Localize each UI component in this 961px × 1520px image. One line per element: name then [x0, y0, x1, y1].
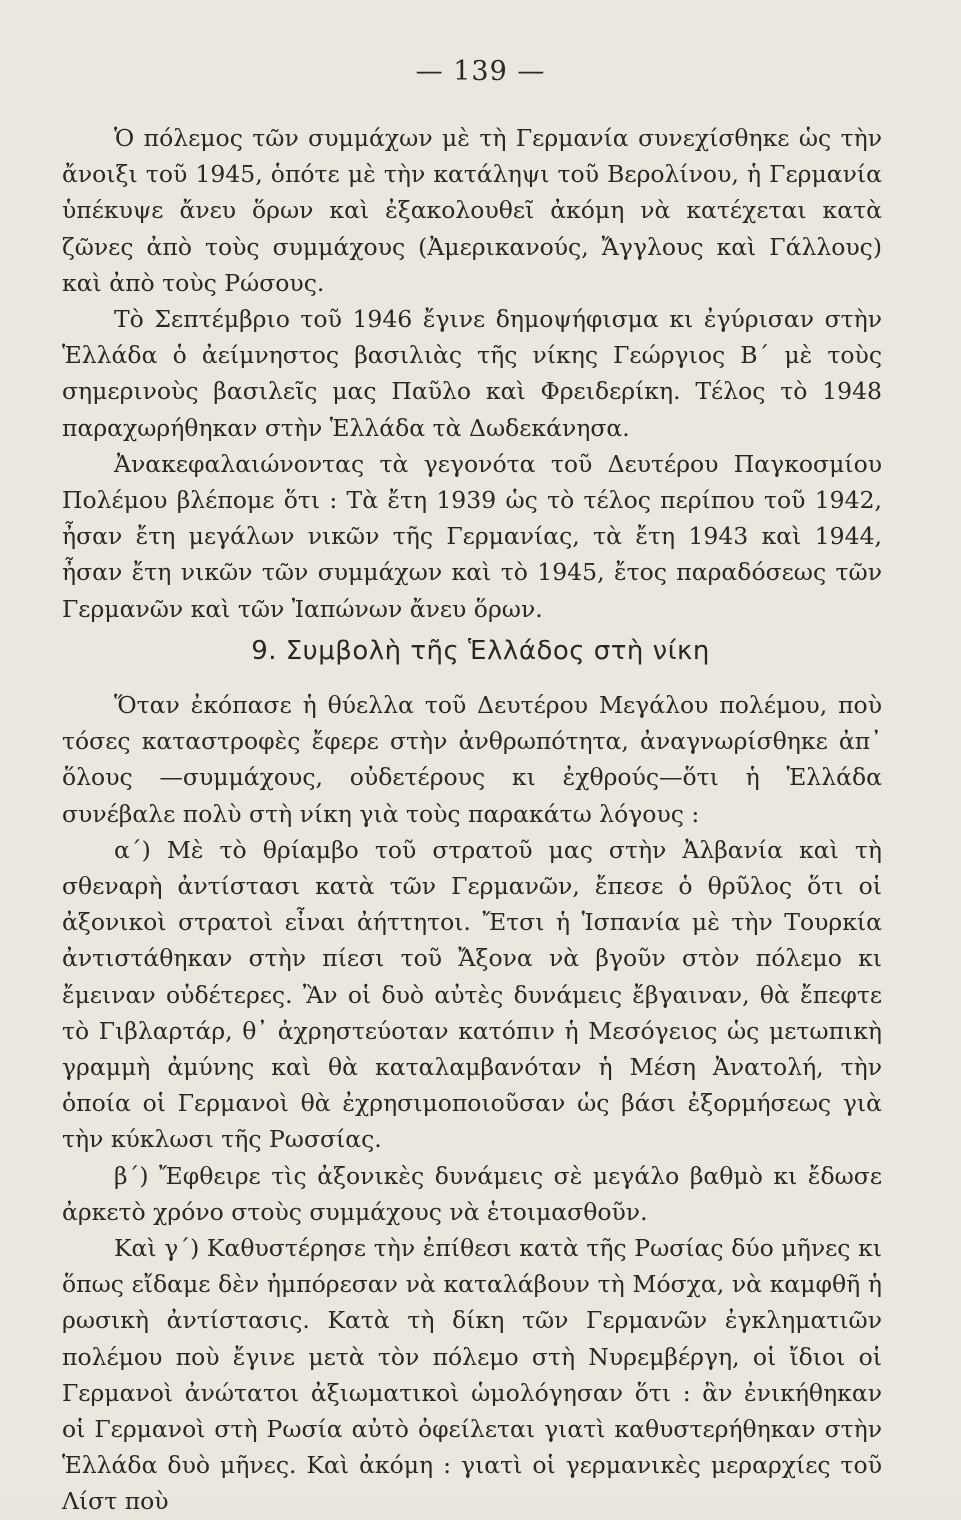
paragraph: Ἀνακεφαλαιώνοντας τὰ γεγονότα τοῦ Δευτέρου Παγκοσμίου Πολέμου βλέπομε ὅτι : Τὰ ἔτη 1939 ὡς τὸ τέλος περίπου τοῦ 1942, ἦσαν ἔτη μεγάλων νικῶν τῆς Γερμανίας, τὰ ἔτη 1943 καὶ 1944, ἦσαν ἔτη νικῶν τῶν συμμάχων καὶ τὸ 1945, ἔτος παραδόσεως τῶν Γερμανῶν καὶ τῶν Ἰαπώνων ἄνευ ὅρων.: [62, 449, 882, 623]
section-heading: 9. Συμβολὴ τῆς Ἑλλάδος στὴ νίκη: [251, 635, 710, 666]
section-one-body: [62, 120, 882, 627]
list-item-beta: β΄) Ἔφθειρε τὶς ἀξονικὲς δυνάμεις σὲ μεγάλο βαθμὸ κι ἔδωσε ἀρκετὸ χρόνο στοὺς συμμάχους νὰ ἑτοιμασθοῦν.: [62, 1161, 882, 1226]
list-item-alpha: α΄) Μὲ τὸ θρίαμβο τοῦ στρατοῦ μας στὴν Ἀλβανία καὶ τὴ σθεναρὴ ἀντίστασι κατὰ τῶν Γερμανῶν, ἔπεσε ὁ θρῦλος ὅτι οἱ ἀξονικοὶ στρατοὶ εἶναι ἀήττητοι. Ἔτσι ἡ Ἱσπανία μὲ τὴν Τουρκία ἀντιστάθηκαν στὴν πίεσι τοῦ Ἄξονα νὰ βγοῦν στὸν πόλεμο κι ἔμειναν οὐδέτερες. Ἂν οἱ δυὸ αὐτὲς δυνάμεις ἔβγαιναν, θὰ ἔπεφτε τὸ Γιβλαρτάρ, θ᾿ ἀχρηστεύοταν κατόπιν ἡ Μεσόγειος ὡς μετωπικὴ γραμμὴ ἀμύνης καὶ θὰ καταλαμβανόταν ἡ Μέση Ἀνατολή, τὴν ὁποία οἱ Γερμανοὶ θὰ ἐχρησιμοποιοῦσαν ὡς βάσι ἐξορμήσεως γιὰ τὴν κύκλωσι τῆς Ρωσσίας.: [62, 835, 882, 1154]
list-item-gamma: Καὶ γ΄) Καθυστέρησε τὴν ἐπίθεσι κατὰ τῆς Ρωσίας δύο μῆνες κι ὅπως εἴδαμε δὲν ἠμπόρεσαν νὰ καταλάβουν τὴ Μόσχα, νὰ καμφθῆ ἡ ρωσικὴ ἀντίστασις. Κατὰ τὴ δίκη τῶν Γερμανῶν ἐγκληματιῶν πολέμου ποὺ ἔγινε μετὰ τὸν πόλεμο στὴ Νυρεμβέργη, οἱ ἴδιοι οἱ Γερμανοὶ ἀνώτατοι ἀξιωματικοὶ ὡμολόγησαν ὅτι : ἂν ἐνικήθηκαν οἱ Γερμανοὶ στὴ Ρωσία αὐτὸ ὀφείλεται γιατὶ καθυστερήθηκαν στὴν Ἑλλάδα δυὸ μῆνες. Καὶ ἀκόμη : γιατὶ οἱ γερμανικὲς μεραρχίες τοῦ Λίστ ποὺ: [62, 1234, 882, 1516]
paragraph: Ὁ πόλεμος τῶν συμμάχων μὲ τὴ Γερμανία συνεχίσθηκε ὡς τὴν ἄνοιξι τοῦ 1945, ὁπότε μὲ τὴν κατάληψι τοῦ Βερολίνου, ἡ Γερμανία ὑπέκυψε ἄνευ ὅρων καὶ ἐξακολουθεῖ ἀκόμη νὰ κατέχεται κατὰ ζῶνες ἀπὸ τοὺς συμμάχους (Ἀμερικανούς, Ἄγγλους καὶ Γάλλους) καὶ ἀπὸ τοὺς Ρώσους.: [62, 124, 882, 297]
paragraph: Ὅταν ἐκόπασε ἡ θύελλα τοῦ Δευτέρου Μεγάλου πολέμου, ποὺ τόσες καταστροφὲς ἔφερε στὴν ἀνθρωπότητα, ἀναγνωρίσθηκε ἀπ᾿ ὅλους —συμμάχους, οὐδετέρους κι ἐχθρούς—ὅτι ἡ Ἑλλάδα συνέβαλε πολὺ στὴ νίκη γιὰ τοὺς παρακάτω λόγους :: [62, 691, 882, 828]
section-two-body: [62, 687, 882, 1520]
page-number: — 139 —: [415, 56, 546, 87]
paragraph: Τὸ Σεπτέμβριο τοῦ 1946 ἔγινε δημοψήφισμα κι ἐγύρισαν στὴν Ἑλλάδα ὁ ἀείμνηστος βασιλιὰς τῆς νίκης Γεώργιος Β΄ μὲ τοὺς σημερινοὺς βασιλεῖς μας Παῦλο καὶ Φρειδερίκη. Τέλος τὸ 1948 παραχωρήθηκαν στὴν Ἑλλάδα τὰ Δωδεκάνησα.: [62, 305, 882, 442]
